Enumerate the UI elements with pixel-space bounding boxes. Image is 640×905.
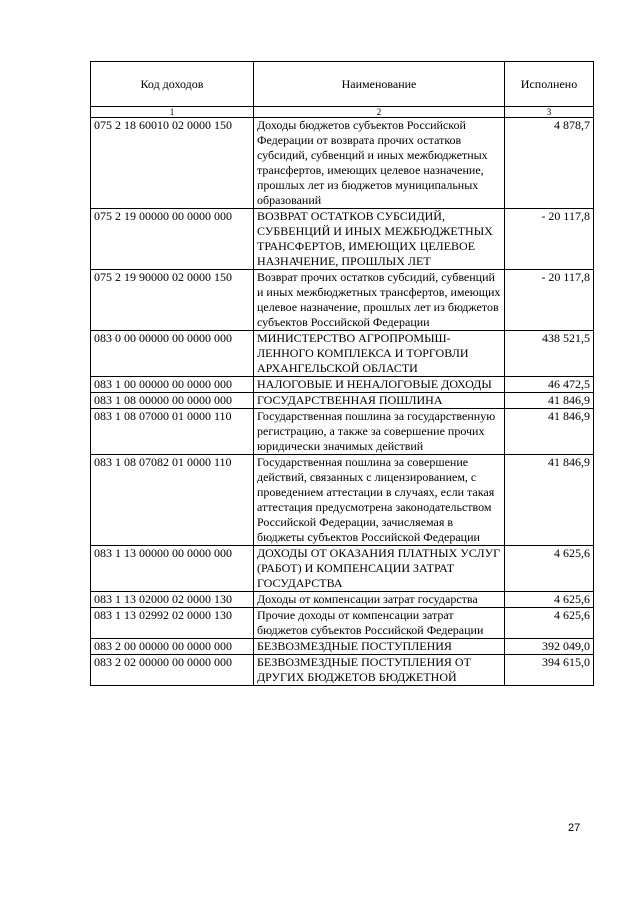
table-row bbox=[91, 209, 594, 270]
row-code: 083 1 13 02000 02 0000 130 bbox=[91, 592, 254, 608]
row-code: 083 1 08 07082 01 0000 110 bbox=[91, 455, 254, 546]
column-number: 3 bbox=[505, 107, 594, 118]
table-row bbox=[91, 393, 594, 409]
header-name: Наименование bbox=[254, 62, 505, 107]
row-value: 438 521,5 bbox=[505, 331, 594, 377]
row-code: 083 1 00 00000 00 0000 000 bbox=[91, 377, 254, 393]
table-row-section bbox=[91, 331, 594, 377]
row-code: 083 0 00 00000 00 0000 000 bbox=[91, 331, 254, 377]
row-code: 083 1 08 00000 00 0000 000 bbox=[91, 393, 254, 409]
row-name: Государственная пошлина за государственную регистрацию, а также за совершение прочих юридически значимых действий bbox=[254, 409, 505, 455]
table-row bbox=[91, 455, 594, 546]
table-row bbox=[91, 546, 594, 592]
row-value: 41 846,9 bbox=[505, 393, 594, 409]
row-value: 41 846,9 bbox=[505, 455, 594, 546]
row-code: 083 1 13 02992 02 0000 130 bbox=[91, 608, 254, 639]
row-code: 083 2 02 00000 00 0000 000 bbox=[91, 655, 254, 686]
table-row bbox=[91, 655, 594, 686]
row-code: 075 2 19 90000 02 0000 150 bbox=[91, 270, 254, 331]
row-name: НАЛОГОВЫЕ И НЕНАЛОГОВЫЕ ДОХОДЫ bbox=[254, 377, 505, 393]
row-name: ВОЗВРАТ ОСТАТКОВ СУБСИДИЙ, СУБВЕНЦИЙ И ИНЫХ МЕЖБЮДЖЕТНЫХ ТРАНСФЕРТОВ, ИМЕЮЩИХ ЦЕЛЕВОЕ НАЗНАЧЕНИЕ, ПРОШЛЫХ ЛЕТ bbox=[254, 209, 505, 270]
revenue-table bbox=[90, 61, 594, 686]
row-value: 394 615,0 bbox=[505, 655, 594, 686]
row-code: 075 2 19 00000 00 0000 000 bbox=[91, 209, 254, 270]
row-value: - 20 117,8 bbox=[505, 209, 594, 270]
header-executed: Исполнено bbox=[505, 62, 594, 107]
row-code: 083 1 08 07000 01 0000 110 bbox=[91, 409, 254, 455]
row-code: 083 2 00 00000 00 0000 000 bbox=[91, 639, 254, 655]
row-name: ДОХОДЫ ОТ ОКАЗАНИЯ ПЛАТНЫХ УСЛУГ (РАБОТ) И КОМПЕНСАЦИИ ЗАТРАТ ГОСУДАРСТВА bbox=[254, 546, 505, 592]
table-row bbox=[91, 608, 594, 639]
row-name: Государственная пошлина за совершение действий, связанных с лицензированием, с проведением аттестации в случаях, если такая аттестация предусмотрена законодательством Российской Федерации, зачисляемая в бюджеты субъектов Российской Федерации bbox=[254, 455, 505, 546]
row-value: 4 625,6 bbox=[505, 608, 594, 639]
column-number-row bbox=[91, 107, 594, 118]
column-number: 2 bbox=[254, 107, 505, 118]
row-value: 392 049,0 bbox=[505, 639, 594, 655]
row-value: 4 878,7 bbox=[505, 118, 594, 209]
header-code: Код доходов bbox=[91, 62, 254, 107]
table-row bbox=[91, 270, 594, 331]
row-name: БЕЗВОЗМЕЗДНЫЕ ПОСТУПЛЕНИЯ bbox=[254, 639, 505, 655]
row-name: Возврат прочих остатков субсидий, субвенций и иных межбюджетных трансфертов, имеющих целевое назначение, прошлых лет из бюджетов субъектов Российской Федерации bbox=[254, 270, 505, 331]
row-code: 083 1 13 00000 00 0000 000 bbox=[91, 546, 254, 592]
row-value: 4 625,6 bbox=[505, 546, 594, 592]
table-row bbox=[91, 377, 594, 393]
row-name: Прочие доходы от компенсации затрат бюджетов субъектов Российской Федерации bbox=[254, 608, 505, 639]
column-number: 1 bbox=[91, 107, 254, 118]
table-row bbox=[91, 409, 594, 455]
row-name: Доходы бюджетов субъектов Российской Федерации от возврата прочих остатков субсидий, субвенций и иных межбюджетных трансфертов, имеющих целевое назначение, прошлых лет из бюджетов муниципальных образований bbox=[254, 118, 505, 209]
row-value: 4 625,6 bbox=[505, 592, 594, 608]
row-code: 075 2 18 60010 02 0000 150 bbox=[91, 118, 254, 209]
row-name: ГОСУДАРСТВЕННАЯ ПОШЛИНА bbox=[254, 393, 505, 409]
page-number: 27 bbox=[568, 822, 581, 834]
row-value: 46 472,5 bbox=[505, 377, 594, 393]
row-name: МИНИСТЕРСТВО АГРОПРОМЫШ-ЛЕННОГО КОМПЛЕКСА И ТОРГОВЛИ АРХАНГЕЛЬСКОЙ ОБЛАСТИ bbox=[254, 331, 505, 377]
row-name: БЕЗВОЗМЕЗДНЫЕ ПОСТУПЛЕНИЯ ОТ ДРУГИХ БЮДЖЕТОВ БЮДЖЕТНОЙ bbox=[254, 655, 505, 686]
table-header-row bbox=[91, 62, 594, 107]
row-value: - 20 117,8 bbox=[505, 270, 594, 331]
table-row bbox=[91, 592, 594, 608]
row-value: 41 846,9 bbox=[505, 409, 594, 455]
table-row bbox=[91, 639, 594, 655]
table-row bbox=[91, 118, 594, 209]
row-name: Доходы от компенсации затрат государства bbox=[254, 592, 505, 608]
